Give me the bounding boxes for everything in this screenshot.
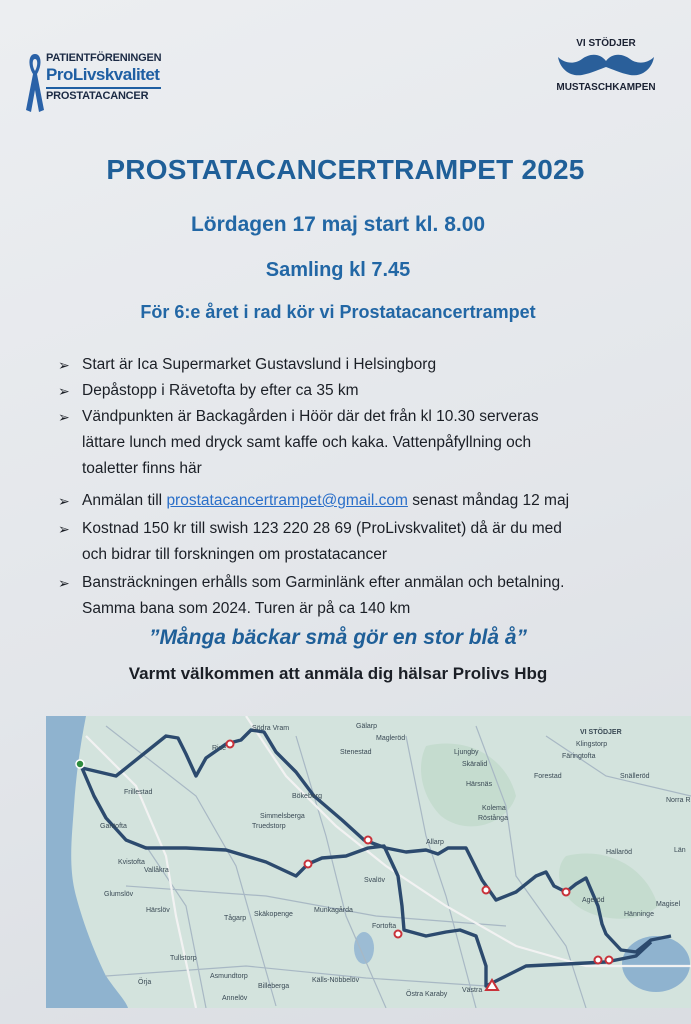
bullet-text bbox=[82, 488, 569, 514]
map-label: Örja bbox=[138, 979, 152, 986]
map-label: Vallåkra bbox=[144, 867, 169, 874]
mustaschkampen-logo bbox=[548, 38, 664, 102]
route-marker bbox=[227, 741, 234, 748]
year-count-line: För 6:e året i rad kör vi Prostatacancertrampet bbox=[140, 302, 536, 322]
map-label: Magisel bbox=[656, 901, 681, 908]
map-label: Truedstorp bbox=[252, 823, 286, 830]
logo-line-prolivskvalitet: ProLivskvalitet bbox=[46, 65, 160, 84]
logo-text bbox=[46, 52, 161, 102]
map-label: Kolema bbox=[482, 805, 506, 812]
arrow-bullet-icon: ➢ bbox=[58, 575, 70, 591]
route-map-svg bbox=[46, 716, 691, 1008]
map-label: Västra bbox=[462, 987, 483, 994]
map-label: Klingstorp bbox=[576, 741, 608, 748]
route-marker bbox=[606, 957, 613, 964]
map-label: Län bbox=[674, 847, 686, 854]
start-marker-icon bbox=[76, 760, 84, 768]
map-label: Allarp bbox=[426, 839, 444, 846]
map-label: Skäralid bbox=[462, 761, 488, 768]
map-label: Norra R bbox=[666, 797, 691, 804]
map-label: Färingtofta bbox=[562, 753, 596, 760]
map-label: Södra Vram bbox=[252, 725, 290, 732]
map-label: Röstånga bbox=[478, 815, 508, 822]
map-label: Härsnäs bbox=[466, 781, 493, 788]
map-label: Magleröd bbox=[376, 735, 406, 742]
map-label: Glumslöv bbox=[104, 891, 134, 898]
map-label: VI STÖDJER bbox=[580, 729, 622, 736]
mustache-icon bbox=[556, 51, 656, 81]
bullet-text-line3: toaletter finns här bbox=[82, 460, 202, 477]
arrow-bullet-icon: ➢ bbox=[58, 409, 70, 425]
bullet-text: Depåstopp i Rävetofta by efter ca 35 km bbox=[82, 382, 359, 399]
registration-email-link[interactable]: prostatacancertrampet@gmail.com bbox=[166, 492, 408, 509]
list-item-registration bbox=[58, 488, 569, 514]
map-label: Svalöv bbox=[364, 877, 386, 884]
list-item-cost bbox=[58, 516, 672, 568]
gathering-time: Samling kl 7.45 bbox=[265, 259, 411, 281]
map-label: Hallaröd bbox=[606, 849, 633, 856]
map-label: Tågarp bbox=[224, 915, 247, 922]
map-label: Bökeberg bbox=[292, 793, 322, 800]
route-map bbox=[46, 716, 691, 1008]
map-lake bbox=[354, 932, 374, 964]
map-label: Billeberga bbox=[258, 983, 290, 990]
map-label: Östra Karaby bbox=[406, 991, 448, 998]
registration-prefix: Anmälan till bbox=[82, 492, 167, 509]
map-label: Gantofta bbox=[100, 823, 127, 830]
route-marker bbox=[365, 837, 372, 844]
route-marker bbox=[595, 957, 602, 964]
route-marker bbox=[305, 861, 312, 868]
bullet-text-line2: Samma bana som 2024. Turen är på ca 140 km bbox=[82, 600, 411, 617]
map-label: Fortofta bbox=[372, 923, 397, 930]
map-label: Frillestad bbox=[124, 789, 153, 796]
map-label: Munkagårda bbox=[314, 907, 353, 914]
map-label: Forestad bbox=[534, 773, 562, 780]
blue-ribbon-icon bbox=[24, 50, 46, 114]
event-date: Lördagen 17 maj start kl. 8.00 bbox=[190, 213, 486, 236]
registration-deadline: senast måndag 12 maj bbox=[407, 492, 570, 509]
map-label: Skäkopenge bbox=[254, 911, 293, 918]
map-label: Annelöv bbox=[222, 995, 248, 1002]
bullet-text: Start är Ica Supermarket Gustavslund i Helsingborg bbox=[82, 356, 437, 373]
map-label: Gälarp bbox=[356, 723, 378, 730]
map-label: Stenestad bbox=[340, 749, 372, 756]
arrow-bullet-icon: ➢ bbox=[58, 521, 70, 537]
arrow-bullet-icon: ➢ bbox=[58, 357, 70, 373]
map-label: Kvistofta bbox=[118, 859, 145, 866]
list-item-route bbox=[58, 570, 682, 622]
signoff-line: Varmt välkommen att anmäla dig hälsar Prolivs Hbg bbox=[128, 664, 548, 683]
route-marker bbox=[563, 889, 570, 896]
logo-line-prostatacancer: PROSTATACANCER bbox=[46, 87, 161, 102]
motto-quote: ”Många bäckar små gör en stor blå å” bbox=[148, 626, 528, 649]
list-item-start bbox=[58, 352, 436, 378]
arrow-bullet-icon: ➢ bbox=[58, 493, 70, 509]
arrow-bullet-icon: ➢ bbox=[58, 383, 70, 399]
bullet-text-line2: och bidrar till forskningen om prostatacancer bbox=[82, 546, 387, 563]
map-label: Snälleröd bbox=[620, 773, 650, 780]
map-label: Simmelsberga bbox=[260, 813, 305, 820]
map-label: Ageröd bbox=[582, 897, 605, 904]
logo-line-patientforeningen: PATIENTFÖRENINGEN bbox=[46, 52, 162, 64]
map-lake bbox=[622, 936, 690, 992]
list-item-depot bbox=[58, 378, 359, 404]
bullet-text-line1: Bansträckningen erhålls som Garminlänk efter anmälan och betalning. bbox=[82, 574, 565, 591]
list-item-turnaround bbox=[58, 404, 642, 482]
logo-line-mustaschkampen: MUSTASCHKAMPEN bbox=[556, 82, 656, 93]
map-label: Asmundtorp bbox=[210, 973, 248, 980]
map-label: Tullstorp bbox=[170, 955, 197, 962]
prolivskvalitet-logo bbox=[24, 50, 174, 116]
logo-line-vi-stodjer: VI STÖDJER bbox=[576, 38, 636, 49]
bullet-text-line1: Vändpunkten är Backagården i Höör där det från kl 10.30 serveras bbox=[82, 408, 539, 425]
map-label: Källs-Nöbbelöv bbox=[312, 977, 360, 984]
map-label: Rise bbox=[212, 745, 227, 752]
bullet-text-line1: Kostnad 150 kr till swish 123 220 28 69 (ProLivskvalitet) då är du med bbox=[82, 520, 562, 537]
event-title: PROSTATACANCERTRAMPET 2025 bbox=[106, 154, 585, 185]
bullet-text-line2: lättare lunch med dryck samt kaffe och kaka. Vattenpåfyllning och bbox=[82, 434, 532, 451]
map-label: Hänninge bbox=[624, 911, 654, 918]
map-label: Härslöv bbox=[146, 907, 170, 914]
map-label: Ljungby bbox=[454, 749, 479, 756]
route-marker bbox=[395, 931, 402, 938]
route-marker bbox=[483, 887, 490, 894]
